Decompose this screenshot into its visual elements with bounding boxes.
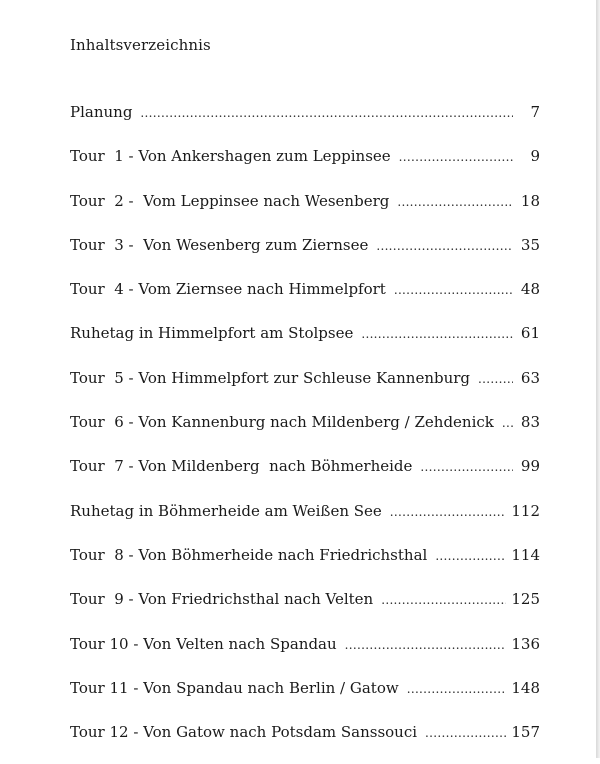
toc-entry-title: Tour 9 - Von Friedrichsthal nach Velten [70, 590, 374, 609]
toc-entry-page: 136 [511, 634, 540, 653]
toc-entry-page: 83 [520, 413, 540, 432]
toc-entry [70, 632, 540, 676]
toc-entry [70, 233, 540, 277]
toc-entry-page: 112 [511, 501, 540, 520]
toc-entry-page: 7 [530, 103, 540, 121]
toc-entry-title: Tour 8 - Von Böhmerheide nach Friedrichsthal [70, 545, 428, 564]
dot-leader [425, 721, 506, 745]
toc-entry [70, 277, 540, 321]
dot-leader [435, 544, 506, 568]
toc-entry-page: 18 [520, 191, 540, 210]
toc-list [70, 100, 540, 764]
page-edge [596, 0, 600, 758]
toc-entry-title: Tour 6 - Von Kannenburg nach Mildenberg / Zehdenick [70, 413, 494, 432]
toc-entry-page: 148 [511, 678, 540, 697]
dot-leader [376, 234, 513, 258]
toc-entry [70, 189, 540, 233]
dot-leader [361, 322, 513, 346]
dot-leader [420, 455, 513, 479]
toc-entry-page: 114 [511, 545, 540, 564]
dot-leader [407, 677, 507, 701]
toc-entry-title: Planung [70, 103, 133, 121]
toc-entry [70, 499, 540, 543]
toc-entry-title: Ruhetag in Böhmerheide am Weißen See [70, 501, 382, 520]
toc-entry-title: Tour 11 - Von Spandau nach Berlin / Gatow [70, 678, 399, 697]
toc-entry-page: 157 [511, 723, 540, 742]
toc-entry-title: Tour 2 - Vom Leppinsee nach Wesenberg [70, 191, 390, 210]
dot-leader [381, 588, 506, 612]
dot-leader [397, 190, 513, 214]
toc-entry [70, 543, 540, 587]
toc-entry-title: Tour 12 - Von Gatow nach Potsdam Sanssouci [70, 723, 418, 742]
dot-leader [478, 367, 513, 391]
toc-entry [70, 366, 540, 410]
toc-entry-page: 63 [520, 368, 540, 387]
toc-entry-page: 9 [530, 147, 540, 166]
toc-entry-title: Tour 7 - Von Mildenberg nach Böhmerheide [70, 457, 413, 476]
toc-entry-page: 61 [520, 324, 540, 343]
toc-entry [70, 720, 540, 764]
toc-entry-title: Tour 3 - Von Wesenberg zum Ziernsee [70, 235, 369, 254]
toc-entry [70, 410, 540, 454]
toc-entry [70, 454, 540, 498]
toc-entry-page: 99 [520, 457, 540, 476]
toc-entry-title: Tour 5 - Von Himmelpfort zur Schleuse Kannenburg [70, 368, 471, 387]
toc-entry-page: 125 [511, 590, 540, 609]
toc-entry-title: Tour 4 - Vom Ziernsee nach Himmelpfort [70, 280, 386, 299]
dot-leader [399, 145, 513, 169]
toc-entry-title: Tour 1 - Von Ankershagen zum Leppinsee [70, 147, 391, 166]
dot-leader [140, 101, 513, 125]
toc-entry-title: Ruhetag in Himmelpfort am Stolpsee [70, 324, 354, 343]
dot-leader [345, 633, 507, 657]
toc-entry-title: Tour 10 - Von Velten nach Spandau [70, 634, 337, 653]
dot-leader [502, 411, 513, 435]
dot-leader [394, 278, 513, 302]
toc-entry [70, 587, 540, 631]
toc-entry [70, 144, 540, 188]
toc-heading: Inhaltsverzeichnis [70, 36, 211, 54]
toc-entry [70, 100, 540, 144]
toc-entry-page: 48 [520, 280, 540, 299]
toc-entry [70, 321, 540, 365]
toc-entry [70, 676, 540, 720]
toc-entry-page: 35 [520, 235, 540, 254]
dot-leader [390, 500, 507, 524]
